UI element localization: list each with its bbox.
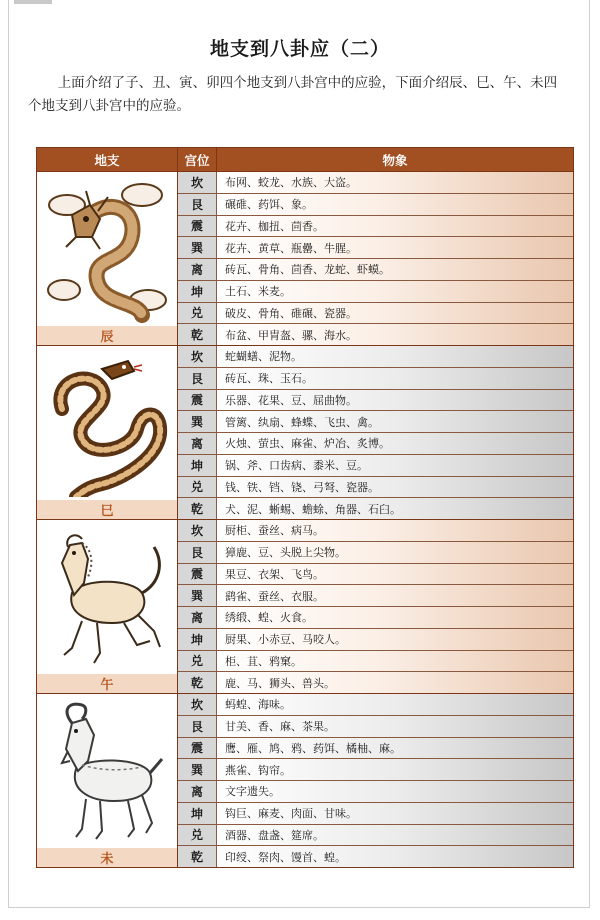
branch-label: 午 (37, 674, 177, 693)
gua-rows (178, 172, 573, 345)
table-row (178, 758, 573, 780)
snake-illustration (37, 346, 177, 500)
table-row (178, 215, 573, 237)
gua-cell: 兑 (178, 651, 217, 672)
table-header (37, 148, 573, 171)
table-row (178, 280, 573, 302)
things-cell: 蚂蝗、海味。 (217, 694, 573, 715)
things-cell: 锅、斧、口齿病、黍米、豆。 (217, 455, 573, 476)
top-decoration (14, 0, 52, 4)
table-row (178, 410, 573, 432)
gua-cell: 艮 (178, 716, 217, 737)
things-cell: 犬、泥、蜥蜴、蟾蜍、角器、石臼。 (217, 498, 573, 519)
table-row (178, 780, 573, 802)
gua-cell: 离 (178, 259, 217, 280)
gua-cell: 兑 (178, 477, 217, 498)
table-row (178, 845, 573, 867)
table-row (178, 323, 573, 345)
table-row (178, 802, 573, 824)
group-wu (37, 519, 573, 693)
gua-cell: 乾 (178, 498, 217, 519)
things-cell: 酒器、盘盏、筵席。 (217, 825, 573, 846)
things-cell: 钱、铁、铛、铙、弓弩、瓷器。 (217, 477, 573, 498)
things-cell: 燕雀、钩帘。 (217, 759, 573, 780)
group-si (37, 345, 573, 519)
gua-cell: 兑 (178, 303, 217, 324)
page-title: 地支到八卦应（二） (209, 38, 390, 60)
gua-cell: 巽 (178, 585, 217, 606)
table-row (178, 236, 573, 258)
animal-cell (37, 172, 178, 345)
things-cell: 果豆、衣架、飞鸟。 (217, 564, 573, 585)
table-row (178, 476, 573, 498)
branch-label: 未 (37, 848, 177, 867)
gua-cell: 坎 (178, 346, 217, 367)
things-cell: 砖瓦、骨角、茴香、龙蛇、虾蟆。 (217, 259, 573, 280)
gua-cell: 坤 (178, 629, 217, 650)
things-cell: 鹞雀、蚕丝、衣服。 (217, 585, 573, 606)
things-cell: 文字遗失。 (217, 781, 573, 802)
table-row (178, 497, 573, 519)
table-row (178, 694, 573, 715)
header-palace: 宫位 (178, 148, 217, 171)
table-row (178, 367, 573, 389)
things-cell: 蛇蝴蟮、泥物。 (217, 346, 573, 367)
branch-label: 巳 (37, 500, 177, 519)
table-row (178, 520, 573, 541)
gua-rows (178, 346, 573, 519)
things-cell: 布盆、甲胄盔、骡、海水。 (217, 324, 573, 345)
gua-cell: 坤 (178, 455, 217, 476)
table-row (178, 715, 573, 737)
things-cell: 砖瓦、珠、玉石。 (217, 368, 573, 389)
table-row (178, 258, 573, 280)
gua-cell: 艮 (178, 368, 217, 389)
header-branch: 地支 (37, 148, 178, 171)
things-cell: 鹰、雁、鸠、鸦、药饵、橘柚、麻。 (217, 738, 573, 759)
gua-rows (178, 694, 573, 867)
table-row (178, 650, 573, 672)
table-row (178, 432, 573, 454)
gua-cell: 坎 (178, 520, 217, 541)
horse-illustration (37, 520, 177, 674)
gua-cell: 乾 (178, 672, 217, 693)
table-row (178, 389, 573, 411)
things-cell: 钩巨、麻麦、肉面、甘味。 (217, 803, 573, 824)
gua-cell: 巽 (178, 237, 217, 258)
dragon-illustration (37, 172, 177, 326)
table-row (178, 454, 573, 476)
things-cell: 柜、苴、鸦窠。 (217, 651, 573, 672)
things-cell: 鹿、马、狮头、兽头。 (217, 672, 573, 693)
gua-cell: 震 (178, 216, 217, 237)
table-row (178, 606, 573, 628)
gua-cell: 艮 (178, 542, 217, 563)
gua-cell: 巽 (178, 411, 217, 432)
table-row (178, 584, 573, 606)
branch-table (36, 147, 574, 868)
animal-cell (37, 346, 178, 519)
things-cell: 花卉、枷扭、茴香。 (217, 216, 573, 237)
things-cell: 花卉、黄草、瓶罍、牛腥。 (217, 237, 573, 258)
things-cell: 碾碓、药饵、象。 (217, 194, 573, 215)
gua-cell: 震 (178, 738, 217, 759)
animal-cell (37, 694, 178, 867)
gua-cell: 离 (178, 607, 217, 628)
things-cell: 土石、米麦。 (217, 281, 573, 302)
table-row (178, 193, 573, 215)
group-wei (37, 693, 573, 867)
gua-cell: 兑 (178, 825, 217, 846)
table-row (178, 671, 573, 693)
gua-cell: 乾 (178, 846, 217, 867)
things-cell: 乐器、花果、豆、屈曲物。 (217, 390, 573, 411)
things-cell: 火烛、萤虫、麻雀、炉冶、炙博。 (217, 433, 573, 454)
branch-label: 辰 (37, 326, 177, 345)
gua-cell: 离 (178, 781, 217, 802)
table-row (178, 563, 573, 585)
gua-cell: 坎 (178, 172, 217, 193)
gua-cell: 震 (178, 564, 217, 585)
gua-cell: 坎 (178, 694, 217, 715)
things-cell: 獐鹿、豆、头脱上尖物。 (217, 542, 573, 563)
table-row (178, 172, 573, 193)
things-cell: 管篱、纨扇、蜂蝶、飞虫、禽。 (217, 411, 573, 432)
gua-cell: 坤 (178, 803, 217, 824)
header-objects: 物象 (382, 152, 408, 168)
table-row (178, 346, 573, 367)
things-cell: 甘美、香、麻、茶果。 (217, 716, 573, 737)
gua-cell: 艮 (178, 194, 217, 215)
things-cell: 破皮、骨角、碓碾、瓷器。 (217, 303, 573, 324)
group-chen (37, 171, 573, 345)
table-row (178, 628, 573, 650)
things-cell: 绣缎、蝗、火食。 (217, 607, 573, 628)
gua-rows (178, 520, 573, 693)
gua-cell: 震 (178, 390, 217, 411)
table-row (178, 302, 573, 324)
things-cell: 布网、蛟龙、水族、大盗。 (217, 172, 573, 193)
gua-cell: 坤 (178, 281, 217, 302)
intro-paragraph: 上面介绍了子、丑、寅、卯四个地支到八卦宫中的应验，下面介绍辰、巳、午、未四个地支到八卦宫中的应验。 (28, 75, 558, 114)
animal-cell (37, 520, 178, 693)
goat-illustration (37, 694, 177, 848)
gua-cell: 乾 (178, 324, 217, 345)
table-row (178, 737, 573, 759)
things-cell: 厨果、小赤豆、马咬人。 (217, 629, 573, 650)
table-row (178, 824, 573, 846)
things-cell: 印绶、祭肉、馒首、蝗。 (217, 846, 573, 867)
gua-cell: 巽 (178, 759, 217, 780)
things-cell: 厨柜、蚕丝、病马。 (217, 520, 573, 541)
gua-cell: 离 (178, 433, 217, 454)
table-row (178, 541, 573, 563)
